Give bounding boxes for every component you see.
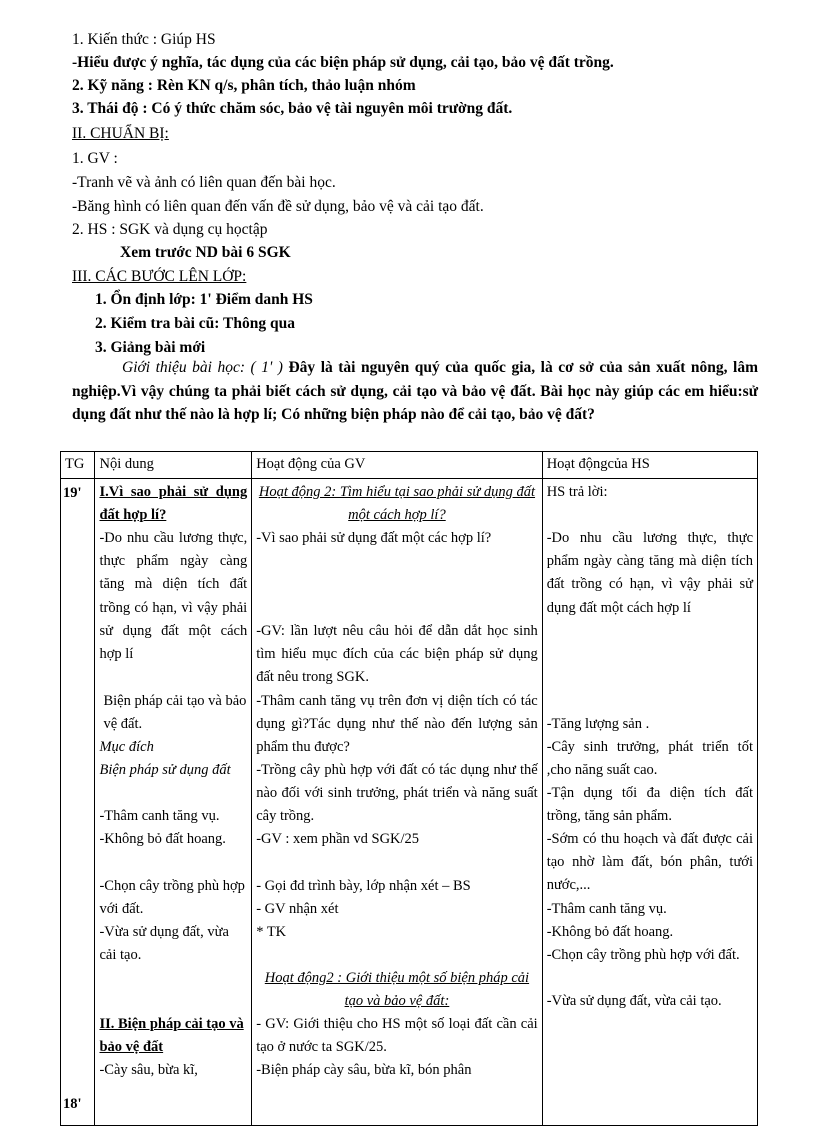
content-heading-2: II. Biện pháp cải tạo và bảo vệ đất: [99, 1016, 244, 1056]
objective-skill: [72, 76, 762, 96]
gv-item-pictures: -Tranh vẽ và ảnh có liên quan đến bài học.: [72, 174, 336, 191]
header-student: Hoạt độngcủa HS: [542, 452, 757, 479]
student-answer-harvest: -Sớm có thu hoạch và đất được cải tạo nhờ làm đất, bón phân, tưới nước,...: [546, 831, 753, 894]
content-item-no-fallow: -Không bỏ đất hoang.: [99, 831, 226, 847]
content-purpose: Mục đích: [99, 739, 154, 755]
activity-2-text: Hoạt động 2: Tìm hiểu tại sao phải sử dụng đất một cách hợp lí?: [258, 484, 536, 524]
step-1: 1. Ổn định lớp: 1' Điểm danh HS: [95, 291, 313, 308]
teacher-q-intensive: -Thâm canh tăng vụ trên đơn vị diện tích có tác dụng gì?Tác dụng như thế nào đến lượng sản phẩm thu được?: [256, 693, 538, 756]
student-item-use-improve: -Vừa sử dụng đất, vừa cải tạo.: [546, 993, 722, 1009]
teacher-example: -GV : xem phần vd SGK/25: [256, 831, 420, 847]
student-answer-area: -Tận dụng tối đa diện tích đất trồng, tăng sản phẩm.: [546, 785, 753, 825]
table-header-row: [61, 452, 758, 479]
content-item-intensive: -Thâm canh tăng vụ.: [99, 808, 220, 824]
teacher-plough: -Biện pháp cày sâu, bừa kĩ, bón phân: [256, 1062, 472, 1078]
teacher-summary: * TK: [256, 924, 287, 940]
content-heading-1: I.Vì sao phải sử dụng đất hợp lí?: [99, 484, 248, 524]
activity-2b-text: Hoạt động2 : Giới thiệu một số biện pháp cải tạo và bảo vệ đất:: [264, 970, 530, 1010]
content-item-use-improve: -Vừa sử dụng đất, vừa cải tạo.: [99, 924, 229, 964]
content-item-suitable-crops: -Chọn cây trồng phù hợp với đất.: [99, 878, 245, 918]
teacher-q-suitable: -Trồng cây phù hợp với đất có tác dụng như thế nào đối với sinh trưởng, phát triển và năng suất cây trồng.: [256, 762, 538, 825]
objective-knowledge: 1. Kiến thức : Giúp HS: [72, 31, 216, 48]
lesson-table: [60, 451, 758, 1126]
teacher-q-why: -Vì sao phải sử dụng đất một các hợp lí?: [256, 530, 492, 546]
hs-heading: 2. HS : SGK và dụng cụ họctập: [72, 221, 268, 238]
gv-item-video: -Băng hình có liên quan đến vấn đề sử dụng, bảo vệ và cải tạo đất.: [72, 198, 484, 215]
time-1: 19': [63, 485, 82, 501]
student-cell: [542, 479, 757, 1126]
student-answer-growth: -Cây sinh trưởng, phát triển tốt ,cho năng suất cao.: [546, 739, 753, 779]
intro-text: Đây là tài nguyên quý của quốc gia, là cơ sở của sản xuất nông, lâm nghiệp.Vì vậy chúng ta phải biết cách sử dụng, cải tạo và bảo vệ đất. Bài học này giúp các em hiểu:sử dụng đất như thế nào là hợp lí; Có những biện pháp nào để cải tạo, bảo vệ đất?: [72, 359, 758, 423]
section-heading-preparation: II. CHUẨN BỊ:: [72, 125, 169, 142]
lesson-intro: [72, 356, 758, 427]
attitude-text: Có ý thức chăm sóc, bảo vệ tài nguyên môi trường đất.: [147, 100, 513, 117]
skill-text: Rèn KN q/s, phân tích, thảo luận nhóm: [152, 77, 416, 94]
student-item-intensive: -Thâm canh tăng vụ.: [546, 901, 667, 917]
content-measures: Biện pháp cải tạo và bảo vệ đất.: [103, 693, 247, 733]
activity-2b-heading: [256, 967, 538, 1013]
student-item-suitable: -Chọn cây trồng phù hợp với đất.: [546, 947, 740, 963]
activity-2-heading: [256, 481, 538, 527]
teacher-comment: - GV nhận xét: [256, 901, 339, 917]
tg-cell: [61, 479, 95, 1126]
attitude-label: 3. Thái độ :: [72, 100, 148, 117]
student-answer-yield: -Tăng lượng sản .: [546, 716, 650, 732]
teacher-present: - Gọi đd trình bày, lớp nhận xét – BS: [256, 878, 471, 894]
table-row: [61, 479, 758, 1126]
teacher-intro-soils: - GV: Giới thiệu cho HS một số loại đất cần cải tạo ở nước ta SGK/25.: [256, 1016, 538, 1056]
header-content: Nội dung: [95, 452, 252, 479]
objective-understand: -Hiểu được ý nghĩa, tác dụng của các biện pháp sử dụng, cải tạo, bảo vệ đất trồng.: [72, 54, 614, 71]
intro-label: Giới thiệu bài học: ( 1' ): [122, 359, 283, 376]
content-use-measures: Biện pháp sử dụng đất: [99, 762, 231, 778]
time-2: 18': [63, 1096, 82, 1112]
header-teacher: Hoạt động của GV: [252, 452, 543, 479]
student-answer-label: HS trả lời:: [546, 484, 608, 500]
skill-label: 2. Kỹ năng :: [72, 77, 153, 94]
hs-item-preview: Xem trước ND bài 6 SGK: [120, 244, 291, 261]
content-cell: [95, 479, 252, 1126]
step-3: 3. Giảng bài mới: [95, 339, 206, 356]
header-tg: TG: [61, 452, 95, 479]
gv-heading: 1. GV :: [72, 150, 118, 167]
step-2: 2. Kiểm tra bài cũ: Thông qua: [95, 315, 295, 332]
student-item-no-fallow: -Không bỏ đất hoang.: [546, 924, 674, 940]
student-answer-reason: -Do nhu cầu lương thực, thực phẩm ngày càng tăng mà diện tích đất trồng có hạn, vì vậy phải sử dụng đất một cách hợp lí: [546, 530, 753, 616]
teacher-guide: -GV: lần lượt nêu câu hỏi để dẫn dắt học sinh tìm hiểu mục đích của các biện pháp sử dụng đất nêu trong SGK.: [256, 623, 538, 686]
section-heading-steps: III. CÁC BƯỚC LÊN LỚP:: [72, 268, 247, 285]
objective-attitude: [72, 99, 762, 119]
content-reason: -Do nhu cầu lương thực, thực phẩm ngày càng tăng mà diện tích đất trồng có hạn, vì vậy phải sử dụng đất một cách hợp lí: [99, 530, 248, 663]
content-plough: -Cày sâu, bừa kĩ,: [99, 1062, 198, 1078]
teacher-cell: [252, 479, 543, 1126]
